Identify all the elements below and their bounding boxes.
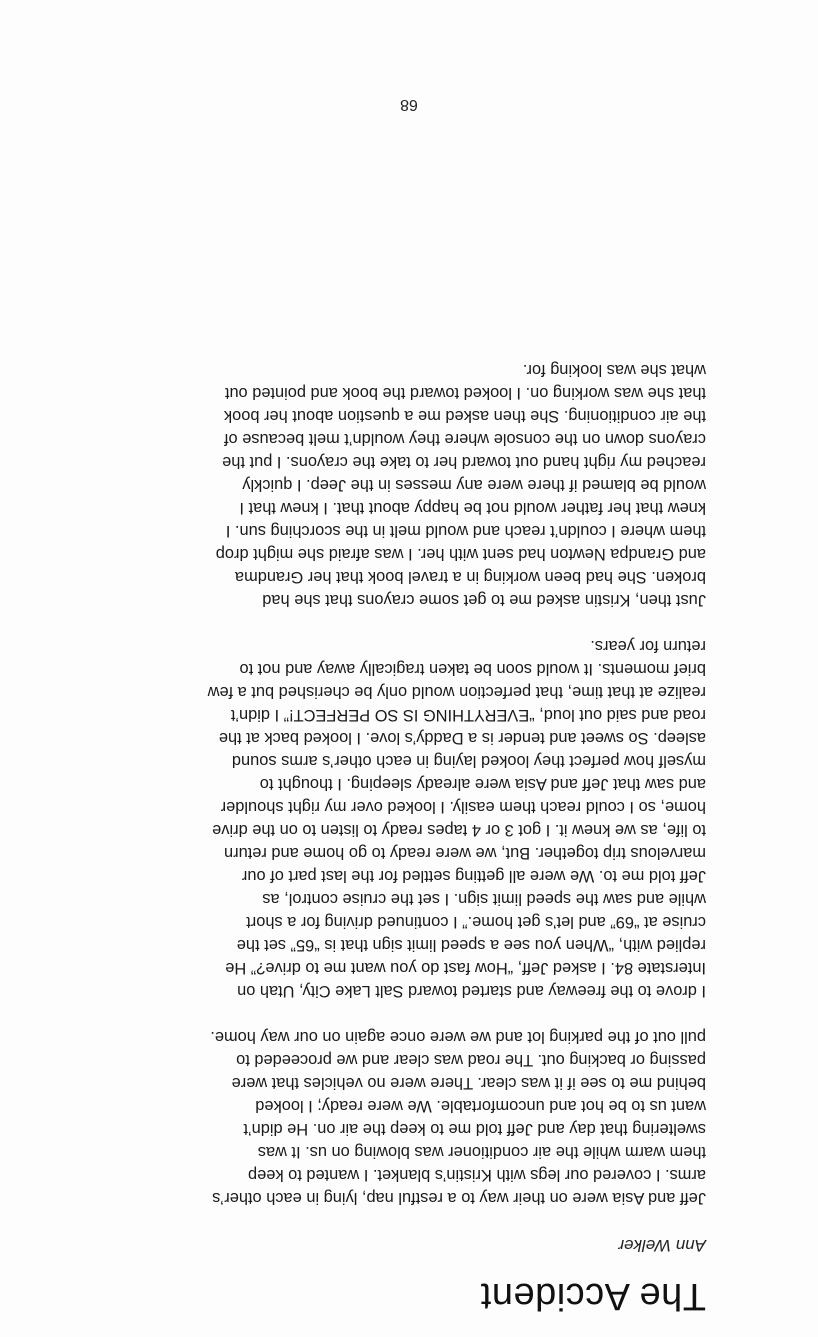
text-line: Jeff and Asia were on their way to a restful nap, lying in each other’s <box>212 1189 706 1207</box>
text-line: pull out of the parking lot and we were once again on our way home. <box>210 1028 706 1046</box>
text-line: while and saw the speed limit sign. I set the cruise control, as <box>262 890 706 908</box>
text-line: asleep. So sweet and tender is a Daddy’s love. I looked back at the <box>218 729 706 747</box>
page-number: 68 <box>400 96 418 113</box>
text-line: Just then, Kristin asked me to get some crayons that she had <box>262 591 706 609</box>
text-line: what she was looking for. <box>522 361 706 379</box>
page-title: The Accident <box>480 1275 706 1317</box>
text-line: cruise at “69” and let’s get home.” I continued driving for a short <box>246 913 706 931</box>
text-line: home, so I could reach them easily. I looked over my right shoulder <box>220 798 706 816</box>
text-line: I drove to the freeway and started toward Salt Lake City, Utah on <box>237 982 706 1000</box>
paragraph-2 <box>110 634 706 1002</box>
text-line: realize at that time, that perfection would only be cherished but a few <box>207 683 706 701</box>
text-line: marvelous trip together. But, we were ready to go home and return <box>224 844 706 862</box>
text-line: sweltering that day and Jeff told me to keep the air on. He didn’t <box>243 1120 706 1138</box>
text-line: would be blamed if there were any messes in the Jeep. I quickly <box>242 476 706 494</box>
text-line: behind me to see if it was clear. There were no vehicles that were <box>231 1074 706 1092</box>
text-line: myself how perfect they looked laying in each other’s arms sound <box>231 752 706 770</box>
text-line: them warm while the air conditioner was blowing on us. It was <box>257 1143 706 1161</box>
text-line: knew that her father would not be happy about that. I knew that I <box>239 499 706 517</box>
text-line: them where I couldn’t reach and would melt in the scorching sun. I <box>225 522 706 540</box>
text-line: brief moments. It would soon be taken tragically away and not to <box>239 660 706 678</box>
text-line: reached my right hand out toward her to take the crayons. I put the <box>222 453 706 471</box>
text-line: Jeff told me to. We were all getting settled for the last part of our <box>241 867 706 885</box>
paragraph-3 <box>110 358 706 611</box>
text-line: want us to be hot and uncomfortable. We were ready; I looked <box>255 1097 706 1115</box>
author-name: Ann Welker <box>618 1236 706 1255</box>
text-line: broken. She had been working in a travel book that her Grandma <box>234 568 706 586</box>
text-line: that she was working on. I looked toward the book and pointed out <box>224 384 706 402</box>
story-body <box>110 335 706 1209</box>
text-line: Interstate 84. I asked Jeff, “How fast do you want me to drive?” He <box>225 959 706 977</box>
text-line: the air conditioning. She then asked me a question about her book <box>223 407 706 425</box>
text-line: to life, as we knew it. I got 3 or 4 tapes ready to listen to on the drive <box>212 821 706 839</box>
text-line: crayons down on the console where they wouldn’t melt because of <box>224 430 706 448</box>
text-line: and Grandpa Newton had sent with her. I was afraid she might drop <box>215 545 706 563</box>
text-line: replied with, “When you see a speed limit sign that is “65” set the <box>236 936 706 954</box>
paragraph-1 <box>110 1025 706 1209</box>
text-line: and saw that Jeff and Asia were already sleeping. I thought to <box>259 775 706 793</box>
text-line: road and said out loud, “EVERYTHING IS SO PERFECT!” I didn’t <box>230 706 706 724</box>
text-line: arms. I covered our legs with Kristin’s blanket. I wanted to keep <box>248 1166 706 1184</box>
text-line: return for years. <box>590 637 706 655</box>
text-line: passing or backing out. The road was clear and we proceeded to <box>236 1051 706 1069</box>
